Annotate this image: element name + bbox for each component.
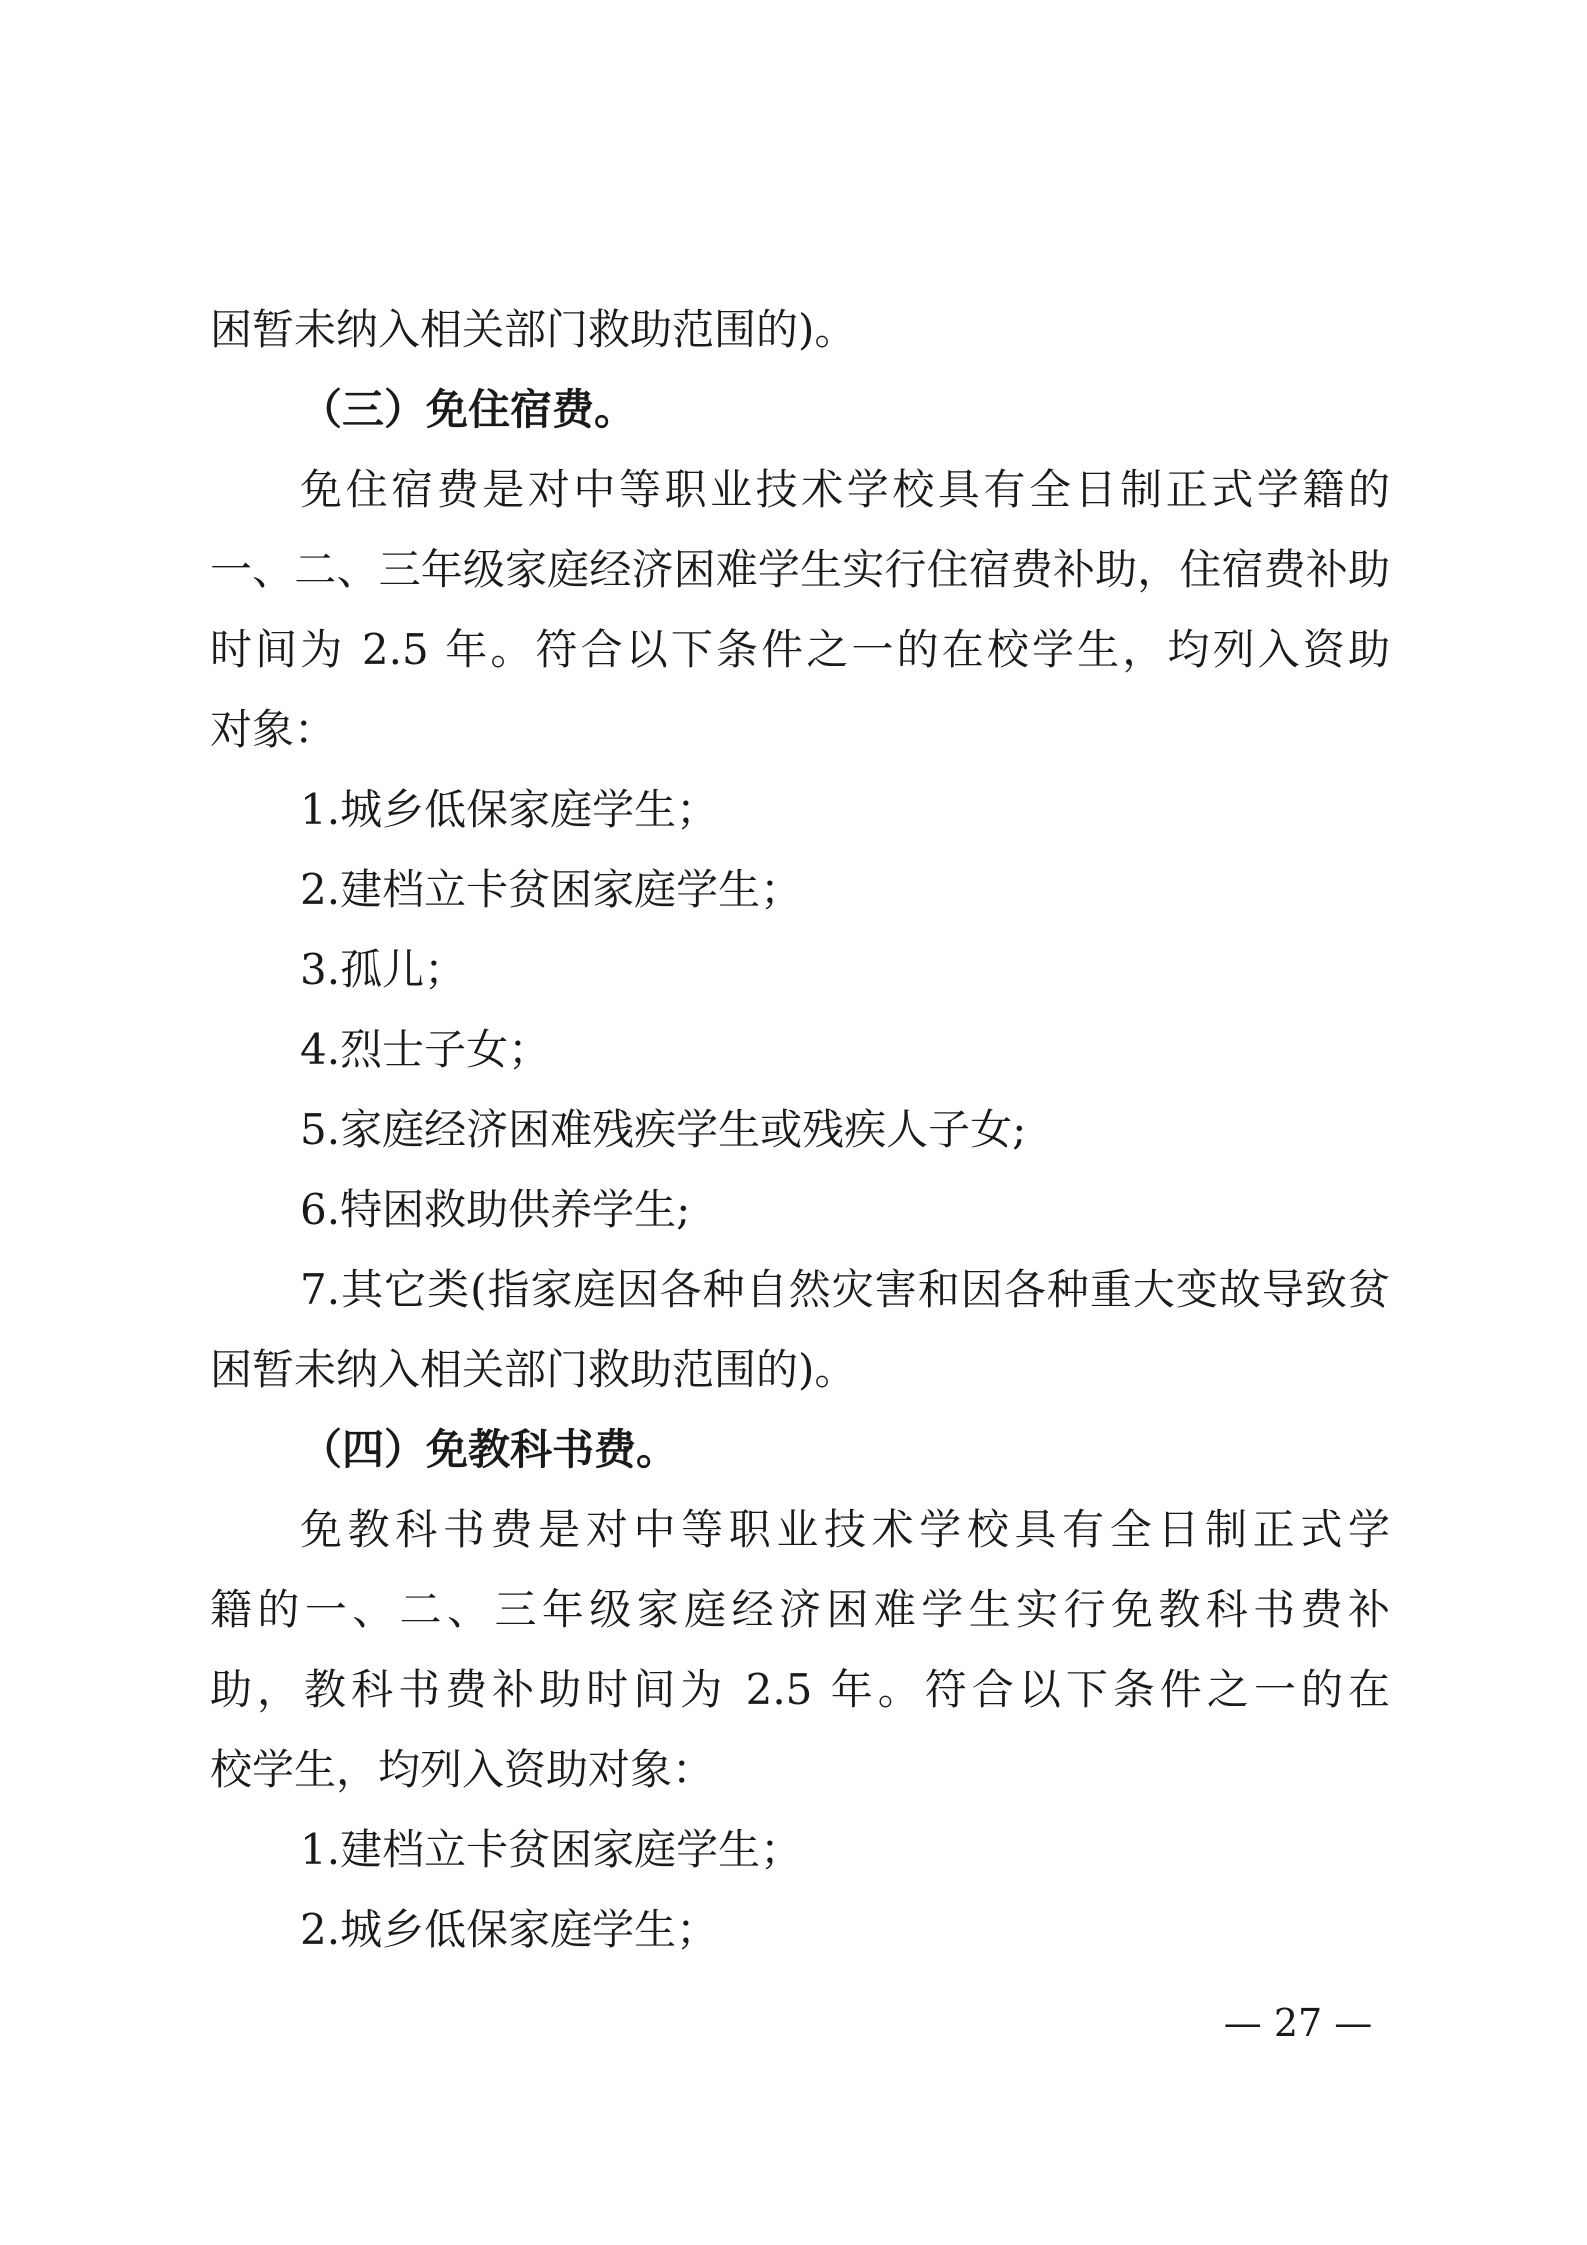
text-line-16: 免教科书费是对中等职业技术学校具有全日制正式学 — [300, 1505, 1390, 1554]
text-line-18: 助，教科书费补助时间为 2.5 年。符合以下条件之一的在 — [210, 1665, 1390, 1714]
text-line-6: 对象： — [210, 705, 337, 754]
list-item-3: 3.孤儿； — [300, 945, 467, 994]
text-line-14: 困暂未纳入相关部门救助范围的)。 — [210, 1345, 857, 1394]
text-line-3: 免住宿费是对中等职业技术学校具有全日制正式学籍的 — [300, 465, 1390, 514]
list-item-4: 4.烈士子女； — [300, 1025, 551, 1074]
text-line-5: 时间为 2.5 年。符合以下条件之一的在校学生，均列入资助 — [210, 625, 1390, 674]
list-item-2: 2.建档立卡贫困家庭学生； — [300, 865, 803, 914]
list-item-1b: 1.建档立卡贫困家庭学生； — [300, 1825, 803, 1874]
list-item-2b: 2.城乡低保家庭学生； — [300, 1905, 719, 1954]
list-item-7: 7.其它类(指家庭因各种自然灾害和因各种重大变故导致贫 — [300, 1265, 1390, 1314]
section-heading-4: （四）免教科书费。 — [300, 1425, 679, 1474]
text-line-4: 一、二、三年级家庭经济困难学生实行住宿费补助，住宿费补助 — [210, 545, 1390, 594]
list-item-1: 1.城乡低保家庭学生； — [300, 785, 719, 834]
text-line-19: 校学生，均列入资助对象： — [210, 1745, 715, 1794]
text-line-17: 籍的一、二、三年级家庭经济困难学生实行免教科书费补 — [210, 1585, 1390, 1634]
page-number: — 27 — — [1223, 2001, 1373, 2045]
section-heading-3: （三）免住宿费。 — [300, 385, 637, 434]
list-item-6: 6.特困救助供养学生; — [300, 1185, 691, 1234]
text-line-1: 困暂未纳入相关部门救助范围的)。 — [210, 305, 857, 354]
list-item-5: 5.家庭经济困难残疾学生或残疾人子女; — [300, 1105, 1027, 1154]
